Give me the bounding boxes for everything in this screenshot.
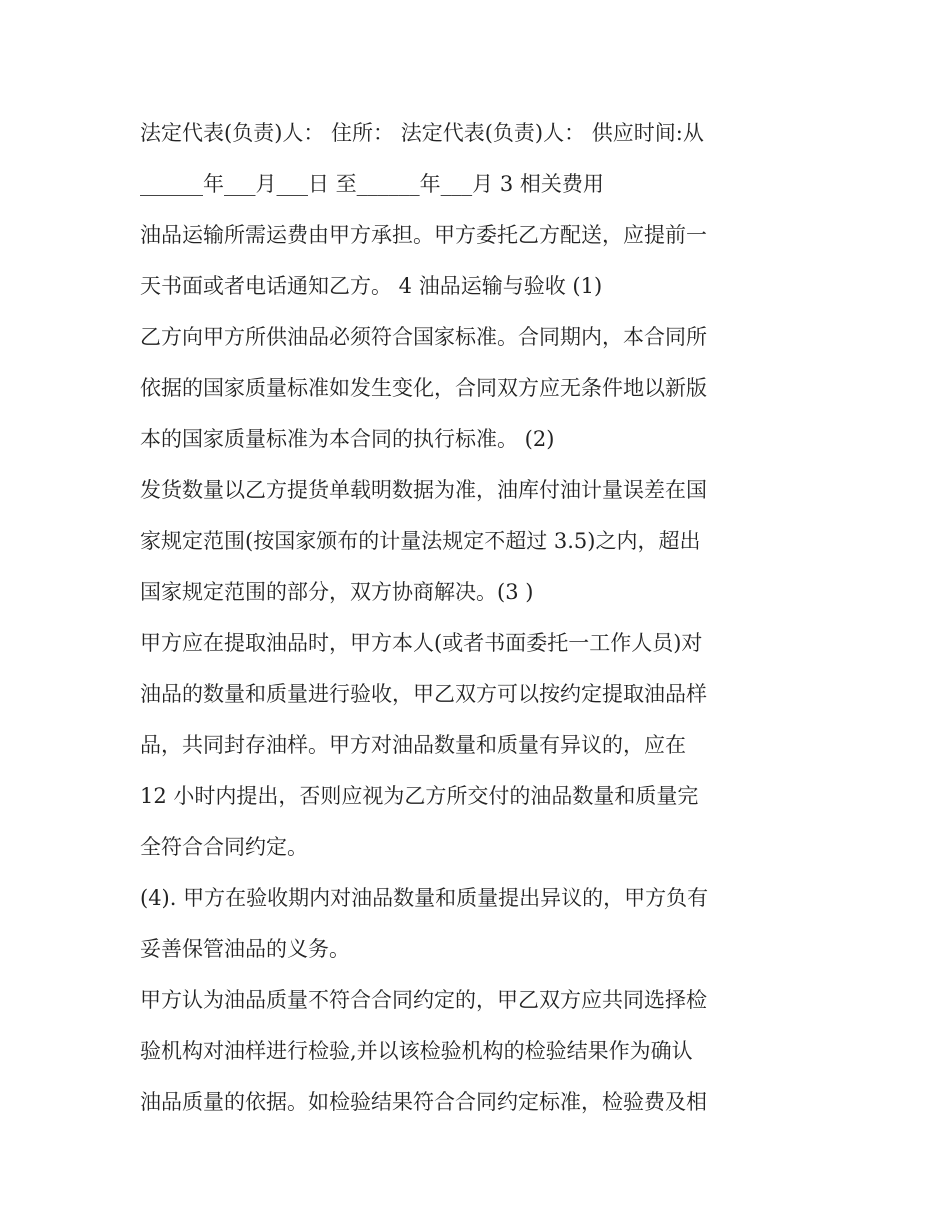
text-line: 乙方向甲方所供油品必须符合国家标准。合同期内，本合同所	[140, 325, 707, 349]
text-line: 本的国家质量标准为本合同的执行标准。 (2)	[140, 427, 555, 451]
contract-text-block	[140, 108, 820, 1128]
text-line: 妥善保管油品的义务。	[140, 937, 350, 961]
text-line: 全符合合同约定。	[140, 835, 308, 859]
text-line: 发货数量以乙方提货单载明数据为准，油库付油计量误差在国	[140, 478, 707, 502]
text-line: 油品质量的依据。如检验结果符合合同约定标准，检验费及相	[140, 1090, 707, 1114]
text-line: 验机构对油样进行检验,并以该检验机构的检验结果作为确认	[140, 1039, 693, 1063]
text-line: 甲方应在提取油品时，甲方本人(或者书面委托一工作人员)对	[140, 631, 703, 655]
text-line: 油品运输所需运费由甲方承担。甲方委托乙方配送，应提前一	[140, 223, 707, 247]
text-line: 12 小时内提出，否则应视为乙方所交付的油品数量和质量完	[140, 784, 699, 808]
text-line: ______年___月___日 至______年___月 3 相关费用	[140, 172, 604, 196]
text-line: 依据的国家质量标准如发生变化，合同双方应无条件地以新版	[140, 376, 707, 400]
text-line: 家规定范围(按国家颁布的计量法规定不超过 3.5)之内，超出	[140, 529, 701, 553]
text-line: 油品的数量和质量进行验收，甲乙双方可以按约定提取油品样	[140, 682, 707, 706]
text-line: 天书面或者电话通知乙方。 4 油品运输与验收 (1)	[140, 274, 603, 298]
text-line: 甲方认为油品质量不符合合同约定的，甲乙双方应共同选择检	[140, 988, 707, 1012]
text-line: 国家规定范围的部分，双方协商解决。(3 )	[140, 580, 534, 604]
text-line: 法定代表(负责)人： 住所： 法定代表(负责)人： 供应时间:从	[140, 121, 704, 145]
text-line: 品，共同封存油样。甲方对油品数量和质量有异议的，应在	[140, 733, 686, 757]
text-line: (4). 甲方在验收期内对油品数量和质量提出异议的，甲方负有	[140, 886, 709, 910]
